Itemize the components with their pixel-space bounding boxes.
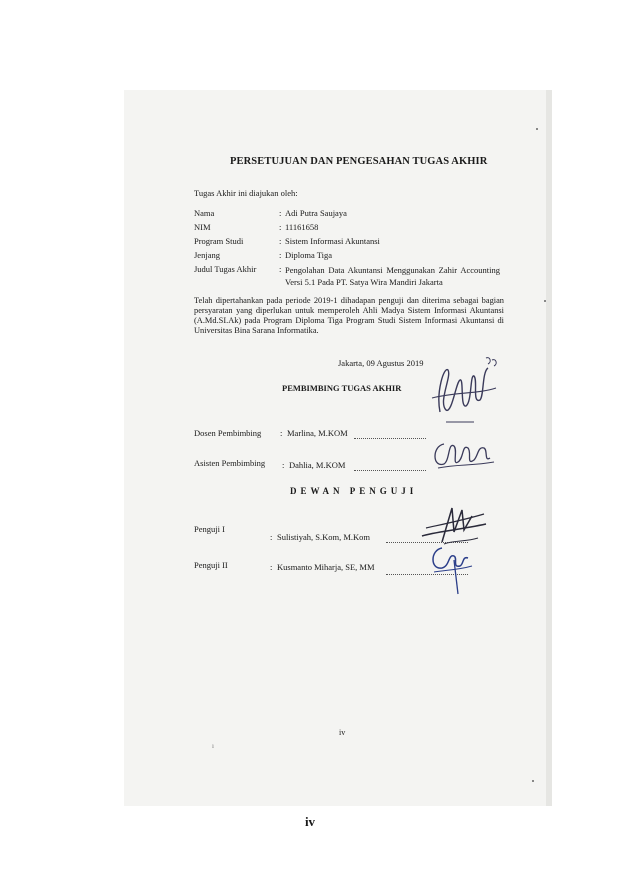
field-label-jenjang: Jenjang (194, 250, 220, 260)
supervisor-label-asisten: Asisten Pembimbing (194, 458, 266, 468)
field-label-nama: Nama (194, 208, 215, 218)
field-label-program-studi: Program Studi (194, 236, 244, 246)
field-value-program-studi: Sistem Informasi Akuntansi (285, 236, 380, 246)
supervisor-sep: : (282, 460, 285, 470)
signature-line (354, 438, 426, 439)
supervisor-label-dosen: Dosen Pembimbing (194, 428, 262, 438)
field-value-nama: Adi Putra Saujaya (285, 208, 347, 218)
signature-asisten-icon (428, 438, 498, 474)
supervisor-sep: : (280, 428, 283, 438)
intro-text: Tugas Akhir ini diajukan oleh: (194, 188, 298, 198)
approval-date: Jakarta, 09 Agustus 2019 (338, 358, 424, 368)
field-sep: : (279, 222, 282, 232)
approval-paragraph: Telah dipertahankan pada periode 2019-1 dihadapan penguji dan diterima sebagai bagian persyaratan yang diperlukan untuk memperoleh Ahli Madya Sistem Informasi Akuntansi (A.Md.SI.Ak) pada Program Diploma Tiga Program Studi Sistem Informasi Akuntansi di Universitas Bina Sarana Informatika. (194, 296, 504, 335)
page-number: iv (304, 814, 316, 829)
scanned-page (124, 90, 552, 806)
examiner-heading: DEWAN PENGUJI (290, 486, 418, 496)
field-value-judul: Pengolahan Data Akuntansi Menggunakan Zahir Accounting Versi 5.1 Pada PT. Satya Wira Mandiri Jakarta (285, 265, 500, 287)
field-sep: : (279, 264, 282, 274)
field-label-judul: Judul Tugas Akhir (194, 264, 257, 274)
field-value-nim: 11161658 (285, 222, 319, 232)
field-value-jenjang: Diploma Tiga (285, 250, 332, 260)
field-sep: : (279, 208, 282, 218)
examiner-label-1: Penguji I (194, 524, 225, 534)
document-title: PERSETUJUAN DAN PENGESAHAN TUGAS AKHIR (230, 156, 488, 167)
scan-mark: ı (212, 742, 214, 750)
supervisor-heading: PEMBIMBING TUGAS AKHIR (282, 383, 402, 393)
examiner-value-1: Sulistiyah, S.Kom, M.Kom (277, 532, 371, 542)
signature-line (354, 470, 426, 471)
examiner-value-2: Kusmanto Miharja, SE, MM (277, 562, 375, 572)
signature-penguji-2-icon (428, 540, 478, 596)
examiner-sep: : (270, 562, 273, 572)
scan-speck (544, 300, 546, 302)
signature-dosen-icon (426, 352, 506, 432)
field-sep: : (279, 250, 282, 260)
scan-speck (532, 780, 534, 782)
scan-speck (536, 128, 538, 130)
field-sep: : (279, 236, 282, 246)
page-edge-shadow (546, 90, 552, 806)
scan-page-number: iv (339, 728, 346, 737)
supervisor-value-asisten: Dahlia, M.KOM (289, 460, 346, 470)
supervisor-value-dosen: Marlina, M.KOM (287, 428, 348, 438)
field-label-nim: NIM (194, 222, 211, 232)
examiner-label-2: Penguji II (194, 560, 228, 570)
examiner-sep: : (270, 532, 273, 542)
